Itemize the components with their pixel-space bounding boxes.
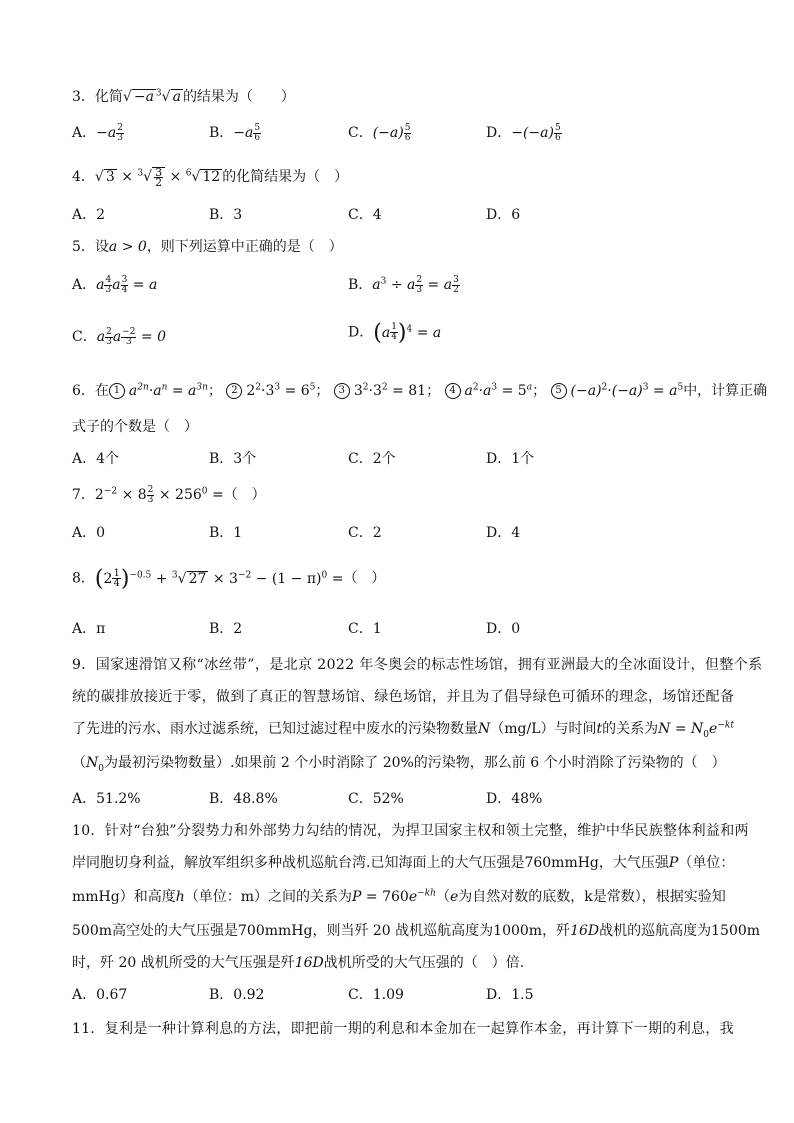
stem-prefix: 8． [72,570,95,587]
text: 的关系为 [602,721,659,737]
question-6-stem [72,380,767,400]
var-P: P [668,855,679,871]
text: mmHg）和高度 [72,889,176,905]
option-text: 4 [511,525,521,541]
option-text: π [96,621,106,637]
stem-suffix: （ ） [223,487,266,503]
option-label: C． [348,125,373,141]
question-9-line1: 9．国家速滑馆又称“冰丝带”，是北京 2022 年冬奥会的标志性场馆，拥有亚洲最大的全冰面设计，但整个系 [72,657,763,673]
stem-formula: √ 3 × $^3$√ $\frac{3}{2}$ × $^6$√ 12 [94,165,221,189]
question-9-line2: 统的碳排放接近于零，做到了真正的智慧场馆、绿色场馆，并且为了倡导绿色可循环的理念，场馆还配备 [72,689,735,705]
option-label: D． [348,324,374,341]
option-label: A． [72,987,97,1003]
q5-option-b[interactable] [348,274,460,295]
text: （ [72,755,86,771]
q7-option-d[interactable] [486,522,520,542]
option-text: 2 [96,207,106,223]
q3-option-d[interactable] [486,122,562,143]
option-text: 48.8% [233,791,278,807]
q10-option-c[interactable] [348,984,404,1004]
item-formula-5: $(-a)^2\cdot(-a)^3 = a^5$ [570,382,684,399]
option-label: B． [209,987,234,1003]
option-label: B． [209,125,234,141]
question-10-line2 [72,852,734,872]
formula: $N = N_0e^{-kt}$ [658,720,734,740]
option-formula: (−a) $\frac{5}{6}$ [372,122,411,143]
question-10-line4 [72,920,760,940]
question-10-line3 [72,886,726,906]
q9-option-c[interactable] [348,788,404,808]
stem-prefix: 7． [72,487,95,503]
value: 16D [294,955,324,971]
question-7-stem [72,484,266,505]
stem-formula: a > 0 [108,239,147,255]
option-label: A． [72,277,97,293]
option-label: B． [209,207,234,223]
stem-suffix: ，则下列运算中正确的是（ ） [146,239,343,255]
q5-option-d[interactable] [348,320,441,345]
option-label: C． [348,791,373,807]
option-label: A． [72,125,97,141]
option-text: 6 [511,207,521,223]
q10-option-a[interactable] [72,984,127,1004]
q8-option-d[interactable] [486,618,520,638]
option-label: B． [209,451,234,467]
q8-option-a[interactable] [72,618,105,638]
text: 500m高空处的大气压强是 [72,923,238,939]
question-9-line3 [72,718,734,738]
option-label: C． [348,621,373,637]
option-label: D． [486,125,512,141]
option-text: 4个 [96,451,120,467]
item-number-4: 4 [445,383,461,399]
separator: ； [426,383,441,399]
q10-option-d[interactable] [486,984,534,1004]
question-10-line5 [72,952,524,972]
q7-option-b[interactable] [209,522,242,542]
option-label: A． [72,451,97,467]
stem-formula: $2^{-2} \times 8$ $\frac{2}{3}$ × $256^0$ = [94,484,224,505]
text: （单位： [678,855,735,871]
item-number-5: 5 [551,383,567,399]
var-N0: $N_0$ [86,755,104,774]
question-3-stem [72,86,295,106]
q6-option-d[interactable] [486,448,534,468]
stem-suffix: 中，计算正确 [683,383,768,399]
option-label: D． [486,451,512,467]
option-text: 0 [96,525,106,541]
option-label: D． [486,791,512,807]
item-number-2: 2 [226,383,242,399]
option-text: 1.09 [372,987,404,1003]
q7-option-a[interactable] [72,522,105,542]
stem-formula: √ −a $^3$√ a [122,88,181,105]
text: 了先进的污水、雨水过滤系统，已知过滤过程中废水的污染物数量 [72,721,478,737]
option-label: B． [348,277,373,293]
option-label: C． [348,525,373,541]
text: （ [435,889,450,905]
q8-option-c[interactable] [348,618,382,638]
question-8-stem [72,566,385,591]
option-label: A． [72,791,97,807]
option-formula: a $\frac{2}{3}$ a $\frac{-2}{3}$ = 0 [96,326,166,347]
q4-option-a[interactable] [72,204,105,224]
q3-option-a[interactable] [72,122,124,143]
text: （mg/L）与时间 [490,721,597,737]
q8-option-b[interactable] [209,618,242,638]
value: 1500m [711,923,761,939]
option-formula: $a^3 \div a$ $\frac{2}{3}$ = a $\frac{3}{2}$ [372,274,459,295]
option-text: 4 [372,207,382,223]
q5-option-a[interactable] [72,274,157,295]
stem-suffix: 的化简结果为（ ） [222,169,349,185]
option-label: C． [348,451,373,467]
separator: ； [532,383,547,399]
item-formula-4: $a^2\cdot a^3 = 5^a$ [464,382,533,399]
q6-option-a[interactable] [72,448,119,468]
value: 700mmHg [238,923,313,939]
text: 时，歼 20 战机所受的大气压强是歼 [72,955,295,971]
option-text: 1 [233,525,243,541]
text: 岸同胞切身利益，解放军组织多种战机巡航台湾.已知海面上的大气压强是 [72,855,525,871]
option-label: C． [348,207,373,223]
option-label: A． [72,207,97,223]
question-4-stem [72,166,348,187]
item-formula-1: $a^{2n}\cdot a^n = a^{3n}$ [128,382,208,399]
value: 1000m [493,923,543,939]
var-t: t [596,721,603,737]
stem-prefix: 6．在 [72,383,109,399]
q6-option-c[interactable] [348,448,396,468]
option-text: 48% [511,791,543,807]
q4-option-b[interactable] [209,204,242,224]
option-label: C． [348,987,373,1003]
text: 战机所受的大气压强的（ ）倍. [323,955,525,971]
option-text: 0.92 [233,987,265,1003]
option-label: B． [209,791,234,807]
text: ，则当歼 20 战机巡航高度为 [312,923,494,939]
q6-option-b[interactable] [209,448,256,468]
option-label: B． [209,525,234,541]
q3-option-b[interactable] [209,122,261,143]
option-text: 0.67 [96,987,128,1003]
q5-option-c[interactable] [72,326,166,347]
option-text: 1.5 [511,987,534,1003]
option-formula: −a $\frac{2}{3}$ [96,122,123,143]
stem-suffix: 的结果为（ ） [182,89,295,105]
var-e: e [449,889,459,905]
stem-prefix: 4． [72,169,95,185]
separator: ； [207,383,222,399]
stem-formula: (2 $\frac{1}{4}$ )$^{-0.5}$ + $^3$√ $27 \times 3^{-2} - (1 - \pi)^0$ = [94,566,344,591]
q7-option-c[interactable] [348,522,382,542]
text: （单位：m）之间的关系为 [184,889,353,905]
text: 战机的巡航高度为 [599,923,712,939]
question-6-stem-line2: 式子的个数是（ ） [72,419,198,435]
text: ，歼 [542,923,571,939]
item-number-3: 3 [334,383,350,399]
q9-option-d[interactable] [486,788,542,808]
q10-option-b[interactable] [209,984,264,1004]
option-label: D． [486,621,512,637]
stem-prefix: 5．设 [72,239,109,255]
option-formula: (a $\frac{1}{4}$ )$^4$ = a [373,320,442,345]
option-formula: a $\frac{4}{3}$ a $\frac{3}{4}$ = a [96,274,158,295]
q3-option-c[interactable] [348,122,411,143]
option-formula: −(−a) $\frac{5}{6}$ [511,122,561,143]
item-number-1: 1 [109,383,125,399]
q9-option-b[interactable] [209,788,278,808]
var-N: N [478,721,491,737]
option-formula: −a $\frac{5}{6}$ [233,122,261,143]
option-text: 0 [511,621,521,637]
stem-prefix: 3．化简 [72,89,123,105]
q4-option-d[interactable] [486,204,520,224]
option-text: 2 [233,621,243,637]
item-formula-2: $2^2\cdot 3^3 = 6^5$ [246,382,316,399]
option-label: B． [209,621,234,637]
option-text: 1 [372,621,382,637]
value: 16D [570,923,600,939]
question-9-line4 [72,752,726,772]
option-text: 2 [372,525,382,541]
value: 760mmHg [524,855,599,871]
separator: ； [315,383,330,399]
option-text: 3个 [233,451,257,467]
q9-option-a[interactable] [72,788,141,808]
option-label: A． [72,525,97,541]
item-formula-3: $3^2\cdot 3^2 = 81$ [353,382,427,399]
var-h: h [175,889,185,905]
text: 为自然对数的底数，k是常数），根据实验知 [458,889,726,905]
formula: $P = 760e^{-kh}$ [352,888,436,905]
option-text: 52% [372,791,404,807]
option-text: 3 [233,207,243,223]
text: 为最初污染物数量）.如果前 2 个小时消除了 20%的污染物，那么前 6 个小时消除了污染物的（ ） [103,755,726,771]
stem-suffix: （ ） [343,570,386,587]
question-5-stem [72,236,343,256]
option-label: C． [72,329,97,345]
option-text: 1个 [511,451,535,467]
option-text: 51.2% [96,791,141,807]
option-label: D． [486,525,512,541]
question-10-line1: 10．针对“台独”分裂势力和外部势力勾结的情况，为捍卫国家主权和领土完整，维护中华民族整体利益和两 [72,823,749,839]
option-label: D． [486,207,512,223]
option-label: D． [486,987,512,1003]
option-text: 2个 [372,451,396,467]
q4-option-c[interactable] [348,204,382,224]
question-11-line1: 11．复利是一种计算利息的方法，即把前一期的利息和本金加在一起算作本金，再计算下一期的利息，我 [72,1021,734,1037]
text: ，大气压强 [598,855,669,871]
option-label: A． [72,621,97,637]
